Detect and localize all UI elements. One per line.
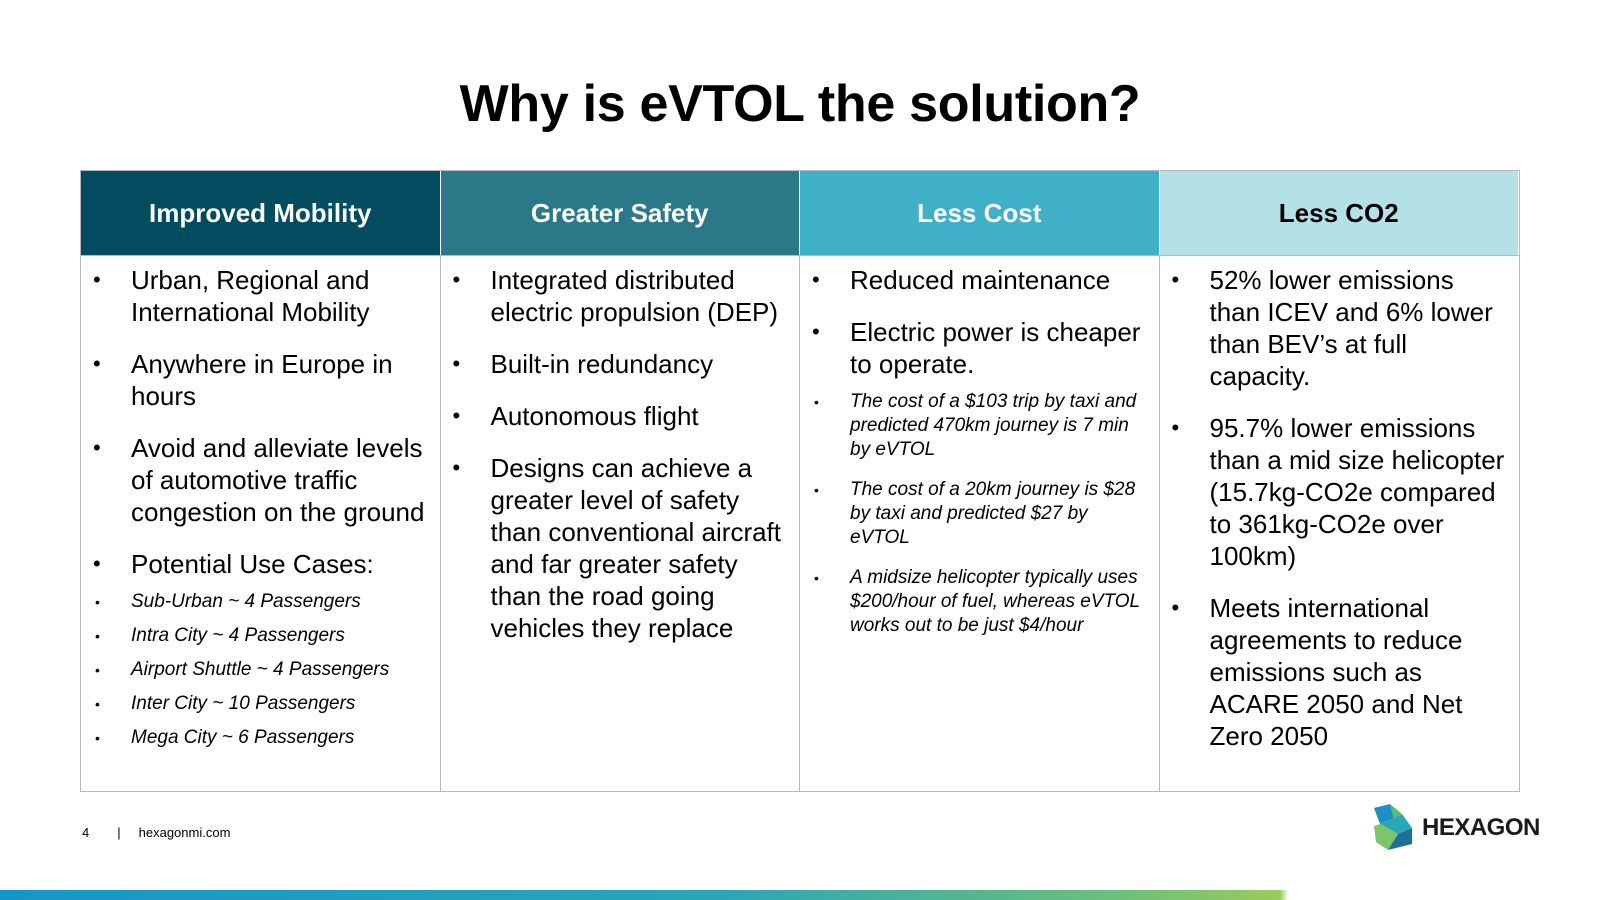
bullet-icon: •: [452, 455, 461, 480]
page-number: 4: [82, 825, 90, 840]
bullet-text: Airport Shuttle ~ 4 Passengers: [131, 659, 390, 680]
bullet-item: [91, 264, 430, 328]
bullet-text: Built-in redundancy: [490, 349, 714, 379]
bullet-text: 95.7% lower emissions than a mid size helicopter (15.7kg-CO2e compared to 361kg-CO2e over 100km): [1209, 413, 1505, 571]
column-less-cost: [800, 255, 1160, 791]
bullet-text: 52% lower emissions than ICEV and 6% lower than BEV’s at full capacity.: [1209, 265, 1493, 391]
hexagon-logo-text: HEXAGON: [1422, 814, 1540, 841]
sub-bullet-item: [810, 478, 1149, 550]
bullet-text: The cost of a 20km journey is $28 by taxi and predicted $27 by eVTOL: [850, 479, 1136, 548]
bullet-icon: •: [95, 662, 100, 678]
bullet-text: Electric power is cheaper to operate.: [850, 317, 1141, 379]
bullet-icon: •: [452, 403, 461, 428]
bullet-icon: •: [93, 267, 101, 292]
bullet-item: [810, 264, 1149, 296]
bullet-item: [1170, 412, 1510, 572]
hexagon-logo: [1372, 804, 1540, 852]
bullet-icon: •: [93, 435, 101, 460]
bullet-text: Intra City ~ 4 Passengers: [131, 625, 345, 646]
bullet-text: Autonomous flight: [490, 401, 699, 431]
bullet-icon: •: [95, 594, 100, 610]
bullet-item: [91, 348, 430, 412]
footer-separator: |: [117, 825, 121, 840]
bullet-text: Reduced maintenance: [850, 265, 1111, 295]
sub-bullet-item: [91, 624, 430, 648]
bullet-icon: •: [93, 351, 101, 376]
sub-bullet-item: [91, 590, 430, 614]
bullet-item: [91, 548, 430, 580]
column-less-co2: [1160, 255, 1520, 791]
bullet-icon: •: [95, 730, 100, 746]
bullet-icon: •: [95, 628, 100, 644]
bullet-item: [451, 348, 790, 380]
bullet-item: [451, 264, 790, 328]
bullet-icon: •: [814, 570, 819, 586]
bottom-color-bar: [0, 890, 1600, 900]
bullet-item: [451, 452, 790, 644]
bullet-text: Integrated distributed electric propulsion (DEP): [490, 265, 779, 327]
bullet-icon: •: [1171, 595, 1180, 620]
bullet-icon: •: [93, 551, 101, 576]
bullet-icon: •: [814, 482, 819, 498]
bullet-text: Inter City ~ 10 Passengers: [131, 693, 356, 714]
column-header-less-cost: Less Cost: [800, 171, 1160, 255]
bullet-icon: •: [814, 394, 819, 410]
bullet-item: [451, 400, 790, 432]
bullet-text: A midsize helicopter typically uses $200/hour of fuel, whereas eVTOL works out to be just $4/hour: [850, 567, 1140, 636]
bullet-text: Sub-Urban ~ 4 Passengers: [131, 591, 361, 612]
column-header-improved-mobility: Improved Mobility: [81, 171, 441, 255]
bullet-item: [810, 316, 1149, 380]
sub-bullet-item: [91, 692, 430, 716]
bullet-item: [1170, 592, 1510, 752]
slide-title: Why is eVTOL the solution?: [459, 75, 1141, 133]
hexagon-logo-icon: [1372, 804, 1414, 852]
sub-bullet-item: [810, 390, 1149, 462]
bullet-item: [91, 432, 430, 528]
bullet-icon: •: [1171, 415, 1180, 440]
bullet-item: [1170, 264, 1510, 392]
bullet-text: Mega City ~ 6 Passengers: [131, 727, 355, 748]
bullet-icon: •: [812, 319, 820, 344]
sub-bullet-item: [810, 566, 1149, 638]
comparison-table: [80, 170, 1520, 792]
bullet-text: Potential Use Cases:: [131, 549, 374, 579]
bullet-text: Anywhere in Europe in hours: [131, 349, 393, 411]
footer: [82, 825, 230, 840]
footer-website-link[interactable]: hexagonmi.com: [138, 825, 231, 840]
bullet-icon: •: [95, 696, 100, 712]
column-header-greater-safety: Greater Safety: [441, 171, 801, 255]
bullet-icon: •: [452, 351, 461, 376]
bullet-icon: •: [812, 267, 820, 292]
bullet-icon: •: [1171, 267, 1180, 292]
bullet-text: Urban, Regional and International Mobility: [131, 265, 370, 327]
bullet-text: Avoid and alleviate levels of automotive traffic congestion on the ground: [131, 433, 425, 527]
bullet-text: Meets international agreements to reduce emissions such as ACARE 2050 and Net Zero 2050: [1209, 593, 1463, 751]
column-greater-safety: [441, 255, 801, 791]
column-header-less-co2: Less CO2: [1160, 171, 1520, 255]
bullet-text: The cost of a $103 trip by taxi and predicted 470km journey is 7 min by eVTOL: [850, 391, 1137, 460]
sub-bullet-item: [91, 658, 430, 682]
bullet-text: Designs can achieve a greater level of safety than conventional aircraft and far greater safety than the road going vehicles they replace: [490, 453, 782, 643]
column-improved-mobility: [81, 255, 441, 791]
sub-bullet-item: [91, 726, 430, 750]
bullet-icon: •: [452, 267, 461, 292]
